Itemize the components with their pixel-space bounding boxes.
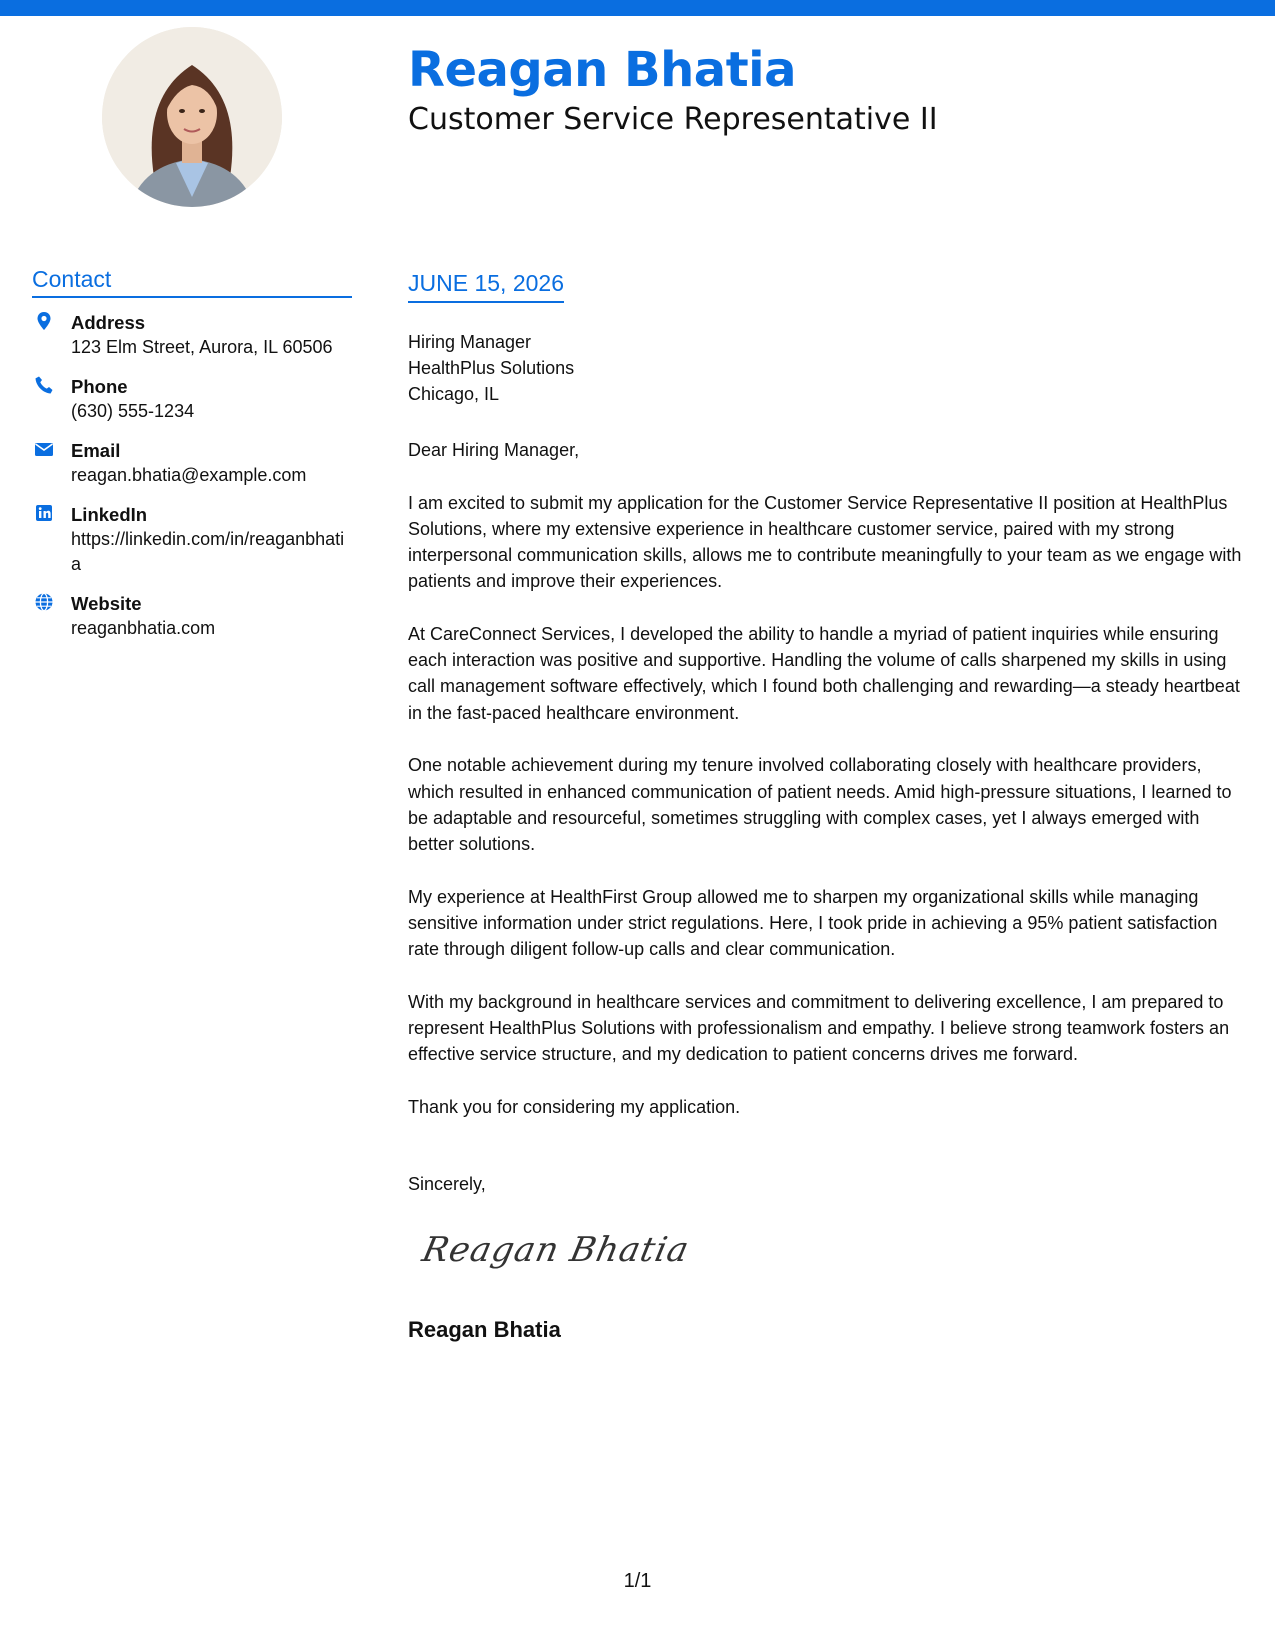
contact-item-address [32,310,352,360]
linkedin-value[interactable]: https://linkedin.com/in/reaganbhatia [71,529,345,574]
envelope-icon [34,439,54,459]
linkedin-icon [34,503,54,523]
email-value[interactable]: reagan.bhatia@example.com [71,465,307,485]
body-paragraph: My experience at HealthFirst Group allowed me to sharpen my organizational skills while managing sensitive information under strict regulations. Here, I took pride in achieving a 95% patient satisfaction rate through diligent follow-up calls and clear communication. [408,886,1218,960]
salutation: Dear Hiring Manager, [408,440,580,460]
avatar [102,27,282,207]
contact-item-website [32,591,352,641]
email-label: Email [71,440,121,461]
recipient-block [408,329,574,407]
signature-name: Reagan Bhatia [408,1317,561,1342]
contact-heading: Contact [32,266,352,298]
job-title: Customer Service Representative II [408,102,938,137]
website-label: Website [71,593,142,614]
location-pin-icon [34,311,54,331]
profile-photo [102,27,282,207]
body-paragraph: With my background in healthcare services and commitment to delivering excellence, I am prepared to represent HealthPlus Solutions with professionalism and empathy. I believe strong teamwork fosters an effective service structure, and my dedication to patient concerns drives me forward. [408,991,1230,1065]
body-paragraph: I am excited to submit my application for the Customer Service Representative II position at HealthPlus Solutions, where my extensive experience in healthcare customer service, paired with my strong interpersonal communication skills, allows me to contribute meaningfully to your team as we engage with patients and improve their experiences. [408,492,1242,592]
globe-icon [34,592,54,612]
address-value: 123 Elm Street, Aurora, IL 60506 [71,337,333,357]
body-paragraph: At CareConnect Services, I developed the ability to handle a myriad of patient inquiries while ensuring each interaction was positive and supportive. Handling the volume of calls sharpened my skills in using call management software effectively, which I found both challenging and rewarding—a steady heartbeat in the fast-paced healthcare environment. [408,624,1240,723]
contact-sidebar [32,266,352,655]
top-accent-bar [0,0,1275,16]
contact-item-email [32,438,352,488]
handwritten-signature: Reagan Bhatia [418,1230,693,1270]
phone-label: Phone [71,376,128,397]
candidate-name: Reagan Bhatia [408,42,796,98]
linkedin-label: LinkedIn [71,504,148,525]
contact-item-phone [32,374,352,424]
letter-date: JUNE 15, 2026 [408,270,564,303]
contact-item-linkedin [32,502,352,577]
phone-icon [34,375,54,395]
body-paragraph: One notable achievement during my tenure involved collaborating closely with healthcare providers, which resulted in enhanced communication of patient needs. Amid high-pressure situations, I learned to be adaptable and resourceful, sometimes struggling with complex cases, yet I always emerged with better solutions. [408,755,1232,854]
phone-value: (630) 555-1234 [71,401,195,421]
page-number: 1/1 [623,1570,652,1592]
thank-you-line: Thank you for considering my application. [408,1096,741,1117]
letter-body [408,437,1248,1147]
recipient-line: Chicago, IL [408,384,500,404]
recipient-line: HealthPlus Solutions [408,358,575,378]
closing: Sincerely, [408,1174,486,1194]
address-label: Address [71,312,146,333]
website-value[interactable]: reaganbhatia.com [71,618,216,638]
recipient-line: Hiring Manager [408,332,532,352]
